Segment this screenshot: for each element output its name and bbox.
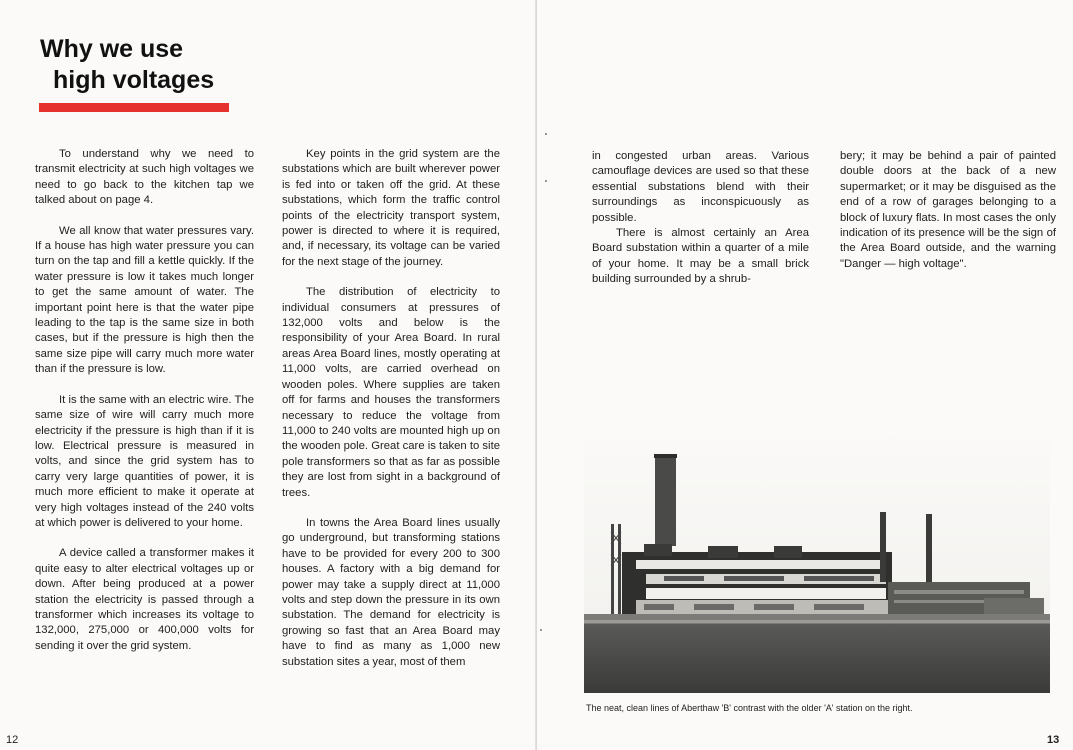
paragraph: Key points in the grid system are the substations which are built wherever power is fed into or taken off the grid. At these substations, which form the traffic control points of the electricity transport system, power is directed to where it is required, and, if necessary, its voltage can be varied for the next stage of the journey. xyxy=(282,148,500,268)
paragraph: bery; it may be behind a pair of painted double doors at the back of a new supermarket; or it may be disguised as the end of a row of garages belonging to a block of luxury flats. In most cases the only indication of its presence will be the sign of the Area Board outside, and the warning "Danger — high voltage". xyxy=(840,150,1056,270)
paragraph: in congested urban areas. Various camouflage devices are used so that these essential substations blend with their surroundings as inconspicuously as possible. xyxy=(592,150,809,224)
paragraph: In towns the Area Board lines usually go underground, but transforming stations have to be provided for every 200 to 300 houses. A factory with a big demand for power may take a supply direct at 11,000 volts and step down the pressure in its own substation. The demand for electricity is growing so fast that an Area Board may have to find as many as 1,000 new substation sites a year, most of them xyxy=(282,516,500,668)
text-column-3 xyxy=(592,149,809,288)
text-column-1 xyxy=(35,147,254,669)
print-speck xyxy=(545,180,547,182)
text-column-4 xyxy=(840,149,1056,287)
page-title xyxy=(40,34,214,96)
photo-caption: The neat, clean lines of Aberthaw 'B' contrast with the older 'A' station on the right. xyxy=(586,703,913,713)
text-column-2 xyxy=(282,147,500,685)
paragraph: We all know that water pressures vary. If a house has high water pressure you can turn on the tap and fill a kettle quickly. If the water pressure is low it takes much longer to get the same amount of water. The important point here is that the water pipe leading to the tap is the same size in both cases, but if the pressure is high then the same size pipe will carry much more water than if the pressure is low. xyxy=(35,224,254,376)
paragraph: The distribution of electricity to individual consumers at pressures of 132,000 volts and below is the responsibility of your Area Board. In rural areas Area Board lines, mostly operating at 11,000 volts, are carried overhead on wooden poles. Where supplies are taken off for farms and houses the transformers necessary to reduce the voltage from 11,000 to 240 volts are mounted high up on the wooden pole. Great care is taken to site pole transformers so that as far as possible they are lost from sight in a background of trees. xyxy=(282,286,500,499)
paragraph: It is the same with an electric wire. The same size of wire will carry much more electricity if the pressure is high than if it is low. Electrical pressure is measured in volts, and since the grid system has to carry very large quantities of power, it is much more efficient to make it operate at very high voltages instead of the 240 volts at which power is delivered to your home. xyxy=(35,393,254,529)
title-line-2: high voltages xyxy=(53,66,215,94)
paragraph: There is almost certainly an Area Board substation within a quarter of a mile of your home. It may be a small brick building surrounded by a shrub- xyxy=(592,227,809,286)
paragraph: A device called a transformer makes it quite easy to alter electrical voltages up or down. After being produced at a power station the electricity is passed through a transformer which increases its voltage to 132,000, 275,000 or 400,000 volts for sending it over the grid system. xyxy=(35,547,254,652)
title-line-1: Why we use xyxy=(40,35,184,63)
print-speck xyxy=(540,629,542,631)
power-station-photo xyxy=(584,420,1050,693)
title-accent-bar xyxy=(39,103,229,112)
power-station-illustration xyxy=(584,420,1050,693)
page-number-right: 13 xyxy=(1047,734,1060,746)
page-number-left: 12 xyxy=(6,734,19,746)
paragraph: To understand why we need to transmit electricity at such high voltages we need to go back to the kitchen tap we talked about on page 4. xyxy=(35,148,254,207)
print-speck xyxy=(545,133,547,135)
left-page xyxy=(0,0,536,750)
